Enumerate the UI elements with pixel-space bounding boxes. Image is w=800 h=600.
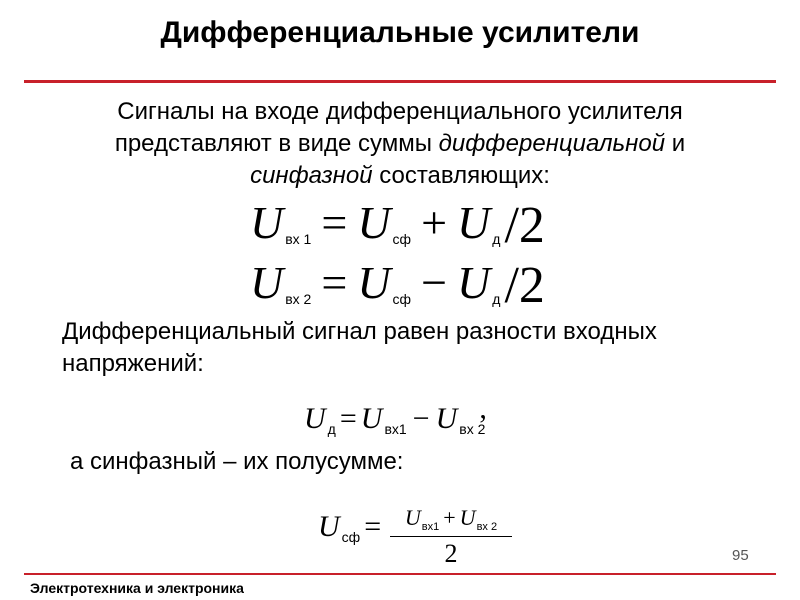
fraction-denominator: 2 (444, 539, 458, 568)
eq3-rhs1-sub: вх1 (384, 421, 407, 437)
equation-input-1 (250, 196, 545, 255)
eq1-operator: + (421, 197, 448, 248)
eq3-rhs1: U (360, 402, 383, 435)
eq3-operator: − (412, 402, 430, 435)
eq2-equals: = (321, 257, 348, 308)
eq1-divisor: /2 (504, 197, 545, 254)
eq2-divisor: /2 (504, 257, 545, 314)
eq4-num-operator: + (443, 505, 456, 530)
eq2-rhs2-sub: д (492, 291, 501, 307)
eq2-operator: − (421, 257, 448, 308)
eq3-rhs2: U (435, 402, 458, 435)
equation-differential (304, 392, 487, 437)
slide-title: Дифференциальные усилители (160, 16, 640, 49)
eq4-num2: U (459, 505, 476, 530)
eq3-rhs2-sub: вх 2 (459, 421, 486, 437)
differential-paragraph (62, 316, 657, 380)
eq4-num1-sub: вх1 (421, 521, 440, 533)
intro-line-3-tail: составляющих: (372, 162, 550, 189)
differential-line-2: напряжений: (62, 350, 204, 377)
intro-paragraph (40, 96, 760, 192)
eq1-rhs2: U (457, 197, 491, 248)
eq1-rhs2-sub: д (492, 231, 501, 247)
eq2-rhs2: U (457, 257, 491, 308)
footer-divider (24, 573, 776, 575)
differential-line-1: Дифференциальный сигнал равен разности входных (62, 318, 657, 345)
equation-common-lhs (318, 510, 381, 545)
title-divider (24, 80, 776, 83)
page-number: 95 (732, 547, 749, 564)
eq1-rhs1: U (357, 197, 391, 248)
eq1-equals: = (321, 197, 348, 248)
eq1-lhs: U (250, 197, 284, 248)
eq4-num1: U (404, 505, 421, 530)
common-mode-text: а синфазный – их полусумме: (70, 448, 404, 475)
eq4-lhs: U (318, 510, 340, 543)
eq3-equals: = (339, 402, 357, 435)
eq2-lhs: U (250, 257, 284, 308)
eq2-rhs1: U (357, 257, 391, 308)
eq4-lhs-sub: сф (341, 529, 361, 545)
equation-common-fraction (390, 505, 512, 569)
fraction-bar (390, 536, 512, 537)
eq4-equals: = (364, 510, 382, 543)
equation-input-2 (250, 256, 545, 315)
eq1-rhs1-sub: сф (392, 231, 412, 247)
intro-differential-term: дифференциальной (438, 130, 666, 157)
intro-common-mode-term: синфазной (250, 162, 373, 189)
intro-line-1: Сигналы на входе дифференциального усилителя (117, 98, 683, 125)
eq3-trailing-comma: , (479, 392, 487, 425)
intro-line-2-tail: и (665, 130, 686, 157)
eq3-lhs: U (304, 402, 326, 435)
intro-line-2-text: представляют в виде суммы (114, 130, 439, 157)
eq2-rhs1-sub: сф (392, 291, 412, 307)
eq4-num2-sub: вх 2 (476, 521, 498, 533)
fraction-numerator (390, 505, 512, 533)
eq1-lhs-sub: вх 1 (285, 231, 312, 247)
footer-course-title: Электротехника и электроника (30, 580, 244, 596)
eq2-lhs-sub: вх 2 (285, 291, 312, 307)
eq3-lhs-sub: д (327, 421, 336, 437)
